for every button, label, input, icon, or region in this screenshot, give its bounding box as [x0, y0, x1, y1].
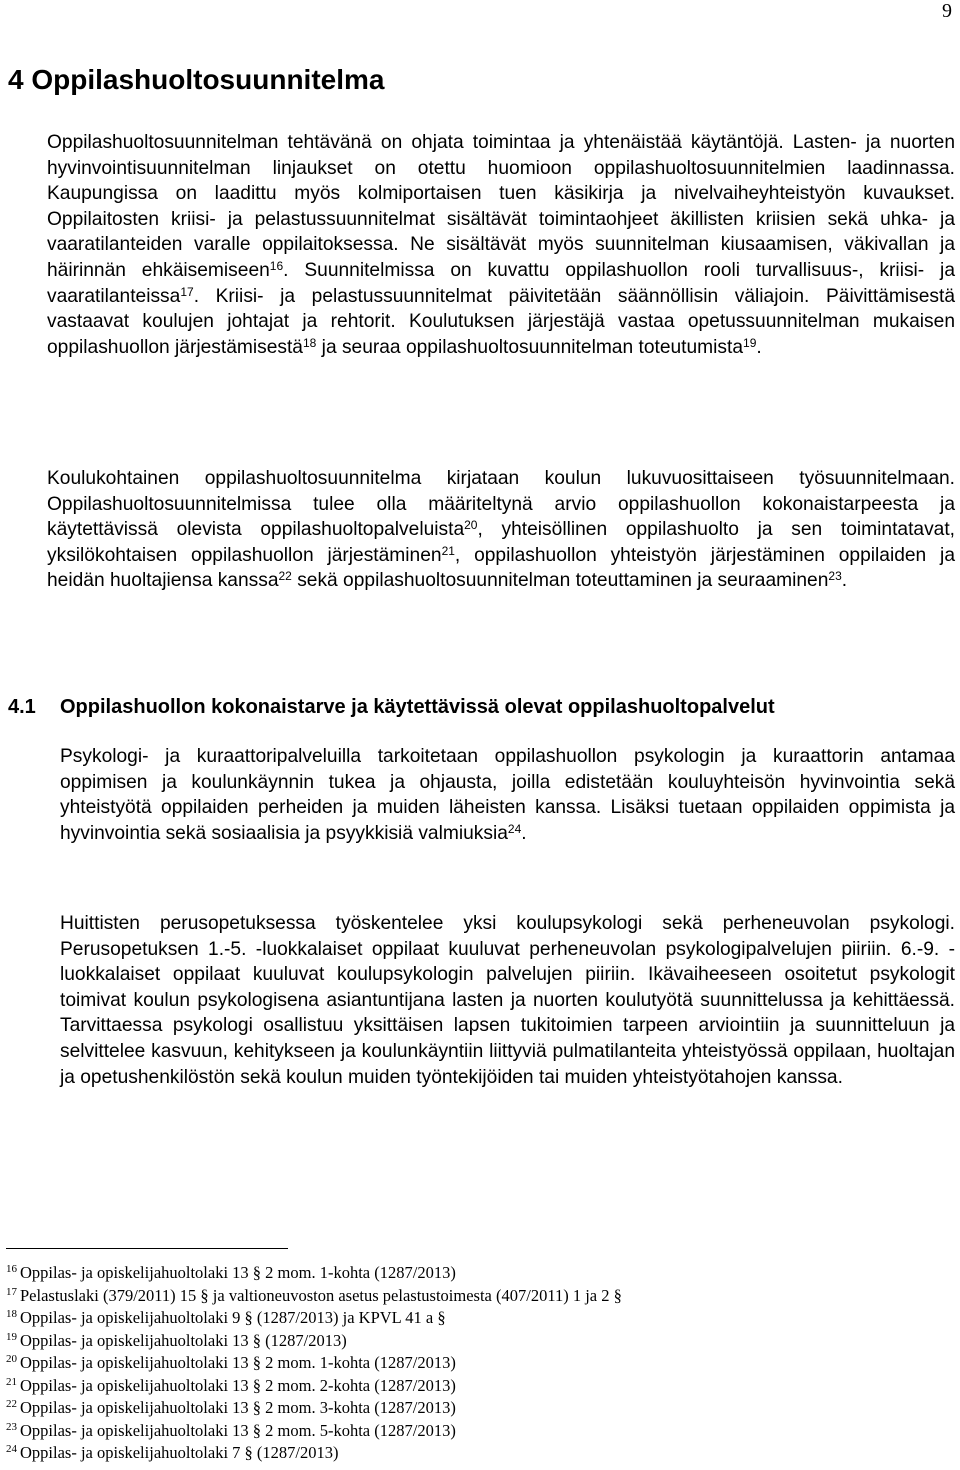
footnote-separator — [6, 1248, 288, 1249]
footnote-number: 24 — [6, 1443, 17, 1455]
chapter-title: 4 Oppilashuoltosuunnitelma — [8, 64, 385, 95]
paragraph-text: . — [841, 570, 848, 592]
footnote-item — [6, 1352, 622, 1375]
footnote-item — [6, 1307, 622, 1330]
page-number: 9 — [942, 0, 952, 22]
footnote-item — [6, 1262, 622, 1285]
paragraph-text: Huittisten perusopetuksessa työskentelee yksi koulupsykologi sekä perheneuvolan psykologi. Perusopetuksen 1.-5. -luokkalaiset oppilaat kuuluvat perheneuvolan psykologipalvelujen piiriin. 6.-9. -luokkalaiset oppilaat kuuluvat koulupsykologin palvelujen piiriin. Ikävaiheeseen osoitetut psykologit toimivat koulun psykologisena asiantuntijana lasten ja nuorten koulutyötä suunnittelussa ja kehittäessä. Tarvittaessa psykologi osallistuu yksittäisen lapsen tukitoimien tarpeen arviointiin ja suunnitteluun ja selvittelee kasvuun, kehitykseen ja koulunkäyntiin liittyviä pulmatilanteita yhteistyössä oppilaan, huoltajan ja opetushenkilöstön sekä koulun muiden työntekijöiden tai muiden yhteistyötahojen kanssa. — [60, 913, 955, 1088]
paragraph-psychologist-services — [60, 744, 955, 846]
footnote-ref: 20 — [464, 518, 478, 533]
paragraph-text: , yhteisöllinen oppilashuolto ja sen toimintatavat, yksilökohtaisen oppilashuollon järjestäminen — [47, 519, 955, 566]
footnote-text: Oppilas- ja opiskelijahuoltolaki 13 § 2 mom. 3-kohta (1287/2013) — [20, 1398, 456, 1417]
footnote-item — [6, 1420, 622, 1443]
footnote-ref: 18 — [302, 335, 317, 350]
paragraph-text: ja seuraa oppilashuoltosuunnitelman toteutumista — [316, 336, 744, 358]
footnotes-list — [6, 1262, 622, 1465]
paragraph-text: Koulukohtainen oppilashuoltosuunnitelma kirjataan koulun lukuvuosittaiseen työsuunnitelmaan. Oppilashuoltosuunnitelmissa tulee olla määriteltynä arvio oppilashuollon kokonaistarpeesta ja käytettävissä olevista oppilashuoltopalveluista — [47, 468, 955, 541]
paragraph-text: . Kriisi- ja pelastussuunnitelmat päivitetään säännöllisin väliajoin. Päivittämisestä vastaavat koulujen johtajat ja rehtorit. Koulutuksen järjestäjä vastaa opetussuunnitelman mukaisen oppilashuollon järjestämisestä — [47, 285, 955, 358]
paragraph-intro — [47, 130, 955, 360]
paragraph-text: . — [521, 822, 527, 844]
footnote-text: Oppilas- ja opiskelijahuoltolaki 13 § 2 mom. 1-kohta (1287/2013) — [20, 1263, 456, 1282]
footnote-ref: 22 — [278, 569, 292, 584]
footnote-text: Pelastuslaki (379/2011) 15 § ja valtioneuvoston asetus pelastustoimesta (407/2011) 1 ja 2 § — [20, 1285, 622, 1305]
footnote-number: 17 — [6, 1285, 17, 1298]
footnote-item — [6, 1397, 622, 1420]
footnote-item — [6, 1442, 622, 1465]
footnote-item — [6, 1330, 622, 1353]
paragraph-huittinen — [60, 911, 955, 1090]
footnote-number: 16 — [6, 1263, 17, 1275]
footnote-text: Oppilas- ja opiskelijahuoltolaki 13 § 2 mom. 2-kohta (1287/2013) — [20, 1375, 456, 1395]
footnote-number: 20 — [6, 1353, 17, 1365]
paragraph-text: Oppilashuoltosuunnitelman tehtävänä on ohjata toimintaa ja yhtenäistää käytäntöjä. Lasten- ja nuorten hyvinvointisuunnitelman linjaukset on otettu huomioon oppilashuoltosuunnitelmien laadinnassa. Kaupungissa on laadittu myös kolmiportaisen tuen käsikirja ja nivelvaiheyhteistyön kuvaukset. Oppilaitosten kriisi- ja pelastussuunnitelmat sisältävät toimintaohjeet äkillisten kriisien sekä uhka- ja vaaratilanteiden varalle oppilaitoksessa. Ne sisältävät myös suunnitelman kiusaamisen, väkivallan ja häirinnän ehkäisemiseen — [47, 132, 955, 281]
paragraph-text: , oppilashuollon yhteistyön järjestäminen oppilaiden ja heidän huoltajiensa kanssa — [47, 544, 955, 592]
footnote-ref: 24 — [507, 821, 522, 836]
footnote-ref: 19 — [743, 335, 757, 350]
footnote-item — [6, 1285, 622, 1308]
footnote-text: Oppilas- ja opiskelijahuoltolaki 13 § 2 mom. 5-kohta (1287/2013) — [20, 1420, 456, 1440]
footnote-ref: 23 — [828, 569, 842, 584]
footnote-ref: 21 — [441, 543, 455, 558]
section-number: 4.1 — [8, 696, 36, 718]
paragraph-text: Psykologi- ja kuraattoripalveluilla tarkoitetaan oppilashuollon psykologin ja kuraattorin antamaa oppimisen ja koulunkäynnin tukea ja ohjausta, joilla edistetään kouluyhteisön hyvinvointia sekä yhteistyötä oppilaiden perheiden ja muiden läheisten kanssa. Lisäksi tuetaan oppilaiden oppimista ja hyvinvointia sekä sosiaalisia ja psyykkisiä valmiuksia — [60, 746, 955, 844]
footnote-number: 21 — [6, 1375, 17, 1388]
paragraph-text: . — [756, 336, 762, 358]
footnote-text: Oppilas- ja opiskelijahuoltolaki 9 § (1287/2013) ja KPVL 41 a § — [20, 1308, 446, 1327]
footnote-text: Oppilas- ja opiskelijahuoltolaki 13 § 2 mom. 1-kohta (1287/2013) — [20, 1353, 456, 1372]
paragraph-text: . Suunnitelmissa on kuvattu oppilashuollon rooli turvallisuus-, kriisi- ja vaaratilanteissa — [47, 259, 955, 307]
footnote-ref: 17 — [180, 284, 194, 299]
footnote-number: 22 — [6, 1398, 17, 1410]
footnote-item — [6, 1375, 622, 1398]
paragraph-school-plan — [47, 466, 955, 594]
footnote-ref: 16 — [269, 258, 284, 273]
footnote-number: 19 — [6, 1330, 17, 1343]
footnote-text: Oppilas- ja opiskelijahuoltolaki 7 § (1287/2013) — [20, 1443, 339, 1462]
footnote-text: Oppilas- ja opiskelijahuoltolaki 13 § (1287/2013) — [20, 1330, 347, 1350]
section-title — [8, 696, 775, 719]
footnote-number: 18 — [6, 1308, 17, 1320]
paragraph-text: sekä oppilashuoltosuunnitelman toteuttaminen ja seuraaminen — [291, 570, 829, 592]
section-heading-text: Oppilashuollon kokonaistarve ja käytettävissä olevat oppilashuoltopalvelut — [60, 696, 775, 718]
footnote-number: 23 — [6, 1420, 17, 1433]
